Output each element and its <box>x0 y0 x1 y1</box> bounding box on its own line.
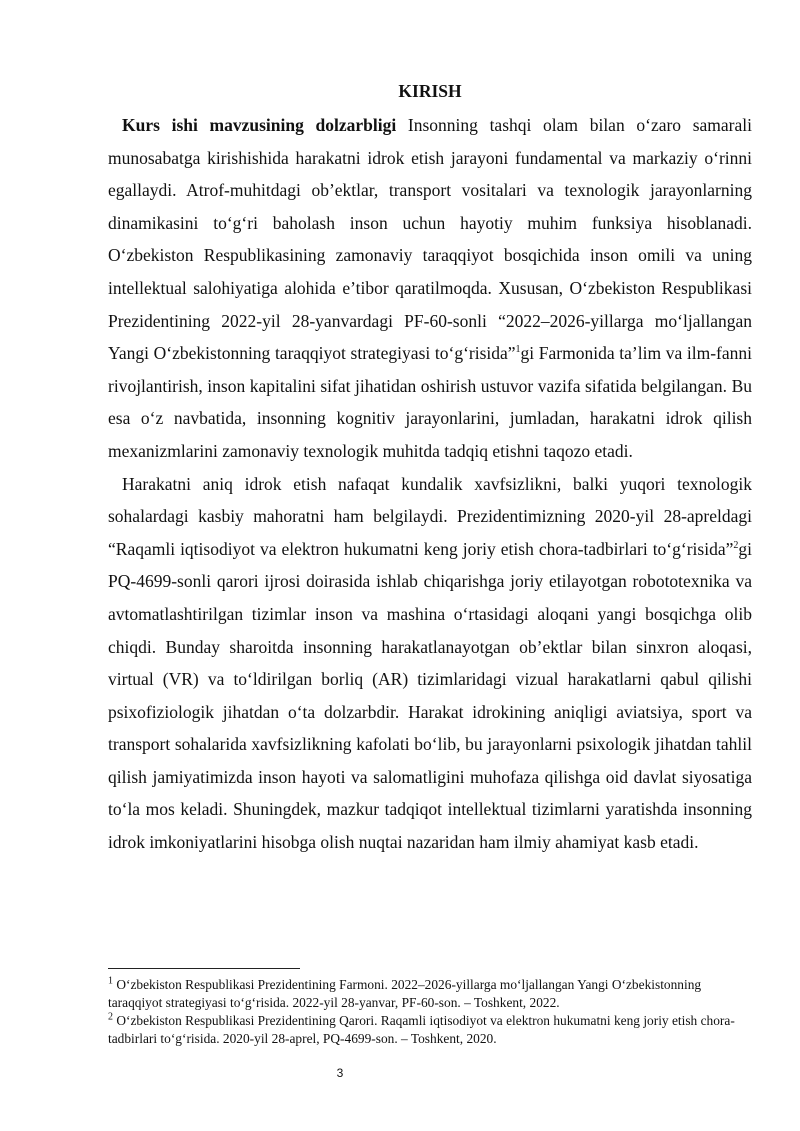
paragraph-2 <box>108 468 752 859</box>
footnote-2 <box>108 1012 752 1047</box>
footnote-separator <box>108 968 300 969</box>
paragraph-1-text-b: gi Farmonida ta’lim va ilm-fanni rivojlantirish, inson kapitalini sifat jihatidan oshirish ustuvor vazifa sifatida belgilangan. Bu esa o‘z navbatida, insonning kognitiv jarayonlarini, jumladan, harakatni idrok qilish mexanizmlarini zamonaviy texnologik muhitda tadqiq etishni taqozo etadi. <box>108 343 752 461</box>
footnote-ref-1[interactable]: 1 <box>515 344 521 356</box>
footnote-1-text: O‘zbekiston Respublikasi Prezidentining Farmoni. 2022–2026-yillarga mo‘ljallangan Yangi O‘zbekistonning taraqqiyot strategiyasi to‘g‘risida. 2022-yil 28-yanvar, PF-60-son. – Toshkent, 2022. <box>108 977 702 1010</box>
footnote-2-text: O‘zbekiston Respublikasi Prezidentining Qarori. Raqamli iqtisodiyot va elektron hukumatni keng joriy etish chora-tadbirlari to‘g‘risida. 2020-yil 28-aprel, PQ-4699-son. – Toshkent, 2020. <box>108 1013 735 1046</box>
paragraph-1-text-a: Insonning tashqi olam bilan o‘zaro samarali munosabatga kirishishida harakatni idrok etish jarayoni fundamental va markaziy o‘rinni egallaydi. Atrof-muhitdagi ob’ektlar, transport vositalari va texnologik jarayonlarning dinamikasini to‘g‘ri baholash inson uchun hayotiy muhim funksiya hisoblanadi. O‘zbekiston Respublikasining zamonaviy taraqqiyot bosqichida inson omili va uning intellektual salohiyatiga alohida e’tibor qaratilmoqda. Xususan, O‘zbekiston Respublikasi Prezidentining 2022-yil 28-yanvardagi PF-60-sonli “2022–2026-yillarga mo‘ljallangan Yangi O‘zbekistonning taraqqiyot strategiyasi to‘g‘risida” <box>108 115 752 364</box>
paragraph-1-lead: Kurs ishi mavzusining dolzarbligi <box>122 115 397 135</box>
paragraph-1 <box>108 109 752 468</box>
section-heading: KIRISH <box>398 81 462 101</box>
footnote-1-mark: 1 <box>108 975 113 987</box>
footnotes <box>108 968 752 1048</box>
paragraph-2-text-a: Harakatni aniq idrok etish nafaqat kundalik xavfsizlikni, balki yuqori texnologik sohalardagi kasbiy mahoratni ham belgilaydi. Prezidentimizning 2020-yil 28-apreldagi “Raqamli iqtisodiyot va elektron hukumatni keng joriy etish chora-tadbirlari to‘g‘risida” <box>108 473 752 559</box>
footnote-1 <box>108 976 752 1011</box>
footnote-2-mark: 2 <box>108 1011 113 1023</box>
document-body <box>108 80 752 859</box>
footnote-ref-2[interactable]: 2 <box>733 539 739 551</box>
page-number: 3 <box>336 1066 344 1080</box>
paragraph-2-text-b: gi PQ-4699-sonli qarori ijrosi doirasida ishlab chiqarishga joriy etilayotgan robototexnika va avtomatlashtirilgan tizimlar inson va mashina o‘rtasidagi aloqani yangi bosqichga olib chiqdi. Bunday sharoitda insonning harakatlanayotgan ob’ektlar bilan sinxron aloqasi, virtual (VR) va to‘ldirilgan borliq (AR) tizimlaridagi vizual harakatlarni qabul qilishi psixofiziologik jihatdan o‘ta dolzarbdir. Harakat idrokining aniqligi aviatsiya, sport va transport sohalarida xavfsizlikning kafolati bo‘lib, bu jarayonlarni psixologik jihatdan tahlil qilish jamiyatimizda inson hayoti va salomatligini muhofaza qilishga oid davlat siyosatiga to‘la mos keladi. Shuningdek, mazkur tadqiqot intellektual tizimlarni yaratishda insonning idrok imkoniyatlarini hisobga olish nuqtai nazaridan ham ilmiy ahamiyat kasb etadi. <box>108 538 752 853</box>
